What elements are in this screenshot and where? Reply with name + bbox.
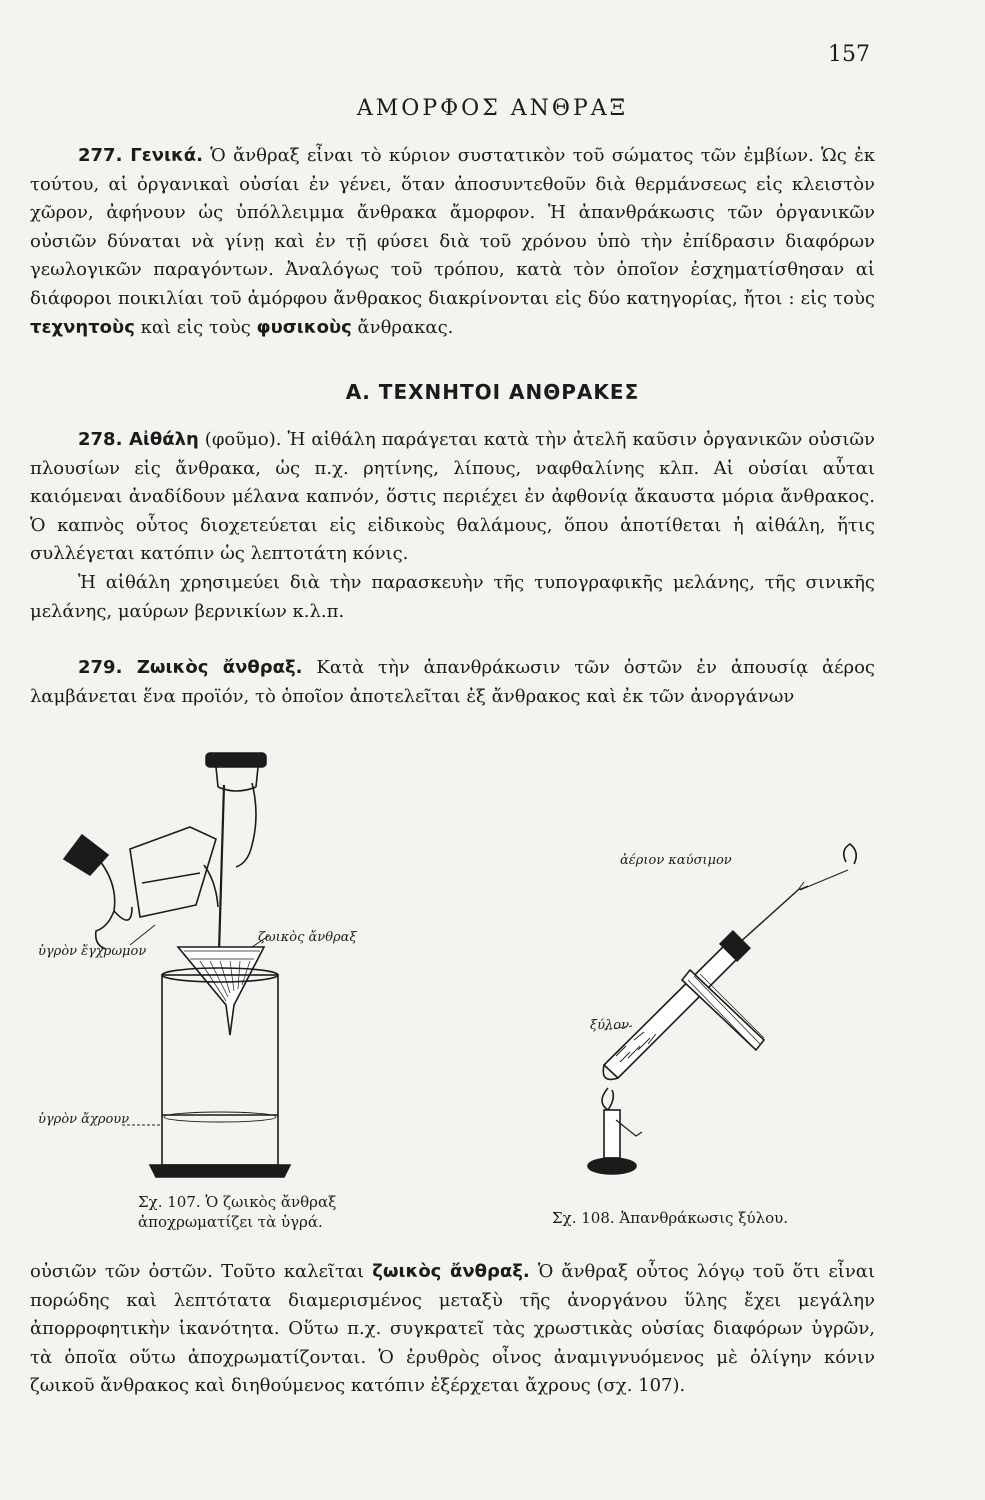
term-animal-charcoal: ζωικὸς ἄνθραξ. (372, 1261, 530, 1282)
paragraph-279-text: Κατὰ τὴν ἀπανθράκωσιν τῶν ὀστῶν ἐν ἀπουσίᾳ ἀέρος λαμβάνεται ἕνα προϊόν, τὸ ὁποῖον ἀποτελεῖται ἐξ ἄνθρακος καὶ ἐκ τῶν ἀνοργάνων (30, 657, 875, 707)
paragraph-279-continued (30, 1258, 875, 1401)
figure-108-caption: Σχ. 108. Ἀπανθράκωσις ξύλου. (552, 1209, 789, 1227)
paragraph-277-text-a: Ὁ ἄνθραξ εἶναι τὸ κύριον συστατικὸν τοῦ σώματος τῶν ἐμβίων. Ὡς ἐκ τούτου, αἱ ὀργανικαὶ οὐσίαι ἐν γένει, ὅταν ἀποσυντεθοῦν διὰ θερμάνσεως εἰς κλειστὸν χῶρον, ἀφήνουν ὡς ὑπόλλειμμα ἄνθρακα ἄμορφον. Ἡ ἀπανθράκωσις τῶν ὀργανικῶν οὐσιῶν δύναται νὰ γίνῃ καὶ ἐν τῇ φύσει διὰ τοῦ χρόνου ὑπὸ τὴν ἐπίδρασιν διαφόρων γεωλογικῶν παραγόντων. Ἀναλόγως τοῦ τρόπου, κατὰ τὸν ὁποῖον ἐσχηματίσθησαν αἱ διάφοροι ποικιλίαι τοῦ ἀμόρφου ἄνθρακος διακρίνονται εἰς δύο κατηγορίας, ἤτοι : εἰς τοὺς (30, 145, 875, 309)
beaker-icon (130, 827, 216, 917)
paragraph-279-heading: 279. Ζωικὸς ἄνθραξ. (78, 657, 303, 678)
label-fuel-gas: ἀέριον καύσιμον (620, 853, 732, 868)
term-natural: φυσικοὺς (256, 316, 352, 338)
figure-107-caption-line1: Σχ. 107. Ὁ ζωικὸς ἄνθραξ (138, 1193, 337, 1211)
paragraph-277-heading: 277. Γενικά. (78, 145, 204, 166)
label-clear-liquid: ὑγρὸν ἄχρουν (38, 1112, 130, 1127)
burner-base-icon (588, 1158, 636, 1174)
section-title: Α. ΤΕΧΝΗΤΟΙ ΑΝΘΡΑΚΕΣ (345, 380, 640, 404)
cylinder-base-icon (150, 1165, 290, 1177)
paragraph-277-text-c: ἄνθρακας. (351, 316, 454, 338)
paragraph-278 (30, 426, 875, 626)
cuff-icon (64, 835, 108, 875)
label-animal-charcoal: ζωικὸς ἄνθραξ (258, 930, 357, 945)
paragraph-278-heading: 278. Αἰθάλη (78, 429, 199, 450)
figure-107-caption (138, 1192, 336, 1232)
rod-handle-icon (206, 753, 266, 767)
paragraph-278-text-2: Ἡ αἰθάλη χρησιμεύει διὰ τὴν παρασκευὴν τῆς τυπογραφικῆς μελάνης, τῆς σινικῆς μελάνης, μαύρων βερνικίων κ.λ.π. (30, 571, 875, 622)
paragraph-277 (30, 142, 875, 342)
term-artificial: τεχνητοὺς (30, 316, 135, 338)
burner-flame-icon (602, 1088, 613, 1110)
paragraph-277-text-b: καὶ εἰς τοὺς (134, 316, 257, 338)
label-wood: ξύλον (590, 1018, 630, 1033)
paragraph-278-text: (φοῦμο). Ἡ αἰθάλη παράγεται κατὰ τὴν ἀτελῆ καῦσιν ὀργανικῶν οὐσιῶν πλουσίων εἰς ἄνθρακα, ὡς π.χ. ρητίνης, λίπους, ναφθαλίνης κλπ. Αἱ οὐσίαι αὗται καιόμεναι ἀναδίδουν μέλανα καπνόν, ὅστις περιέχει ἐν ἀφθονίᾳ ἄκαυστα μόρια ἄνθρακος. Ὁ καπνὸς οὗτος διοχετεύεται εἰς εἰδικοὺς θαλάμους, ὅπου ἀποτίθεται ἡ αἰθάλη, ἥτις συλλέγεται κατόπιν ὡς λεπτοτάτη κόνις. (30, 429, 875, 565)
clamp-icon (682, 970, 764, 1050)
bunsen-burner-icon (604, 1110, 620, 1158)
paragraph-279 (30, 654, 875, 711)
continuation-text-b: Ὁ ἄνθραξ οὗτος λόγῳ τοῦ ὅτι εἶναι πορώδης καὶ λεπτότατα διαμερισμένος μεταξὺ τῆς ἀνοργάνου ὕλης ἔχει μεγάλην ἀπορροφητικὴν ἱκανότητα. Οὕτω π.χ. συγκρατεῖ τὰς χρωστικὰς οὐσίας διαφόρων ὑγρῶν, τὰ ὁποῖα οὕτω ἀποχρωματίζονται. Ὁ ἐρυθρὸς οἶνος ἀναμιγνυόμενος μὲ ὀλίγην κόνιν ζωικοῦ ἄνθρακος καὶ διηθούμενος κατόπιν ἐξέρχεται ἄχρους (σχ. 107). (30, 1261, 875, 1397)
gas-flame-icon (844, 844, 857, 864)
chapter-title: ΑΜΟΡΦΟΣ ΑΝΘΡΑΞ (356, 96, 629, 121)
figure-107-caption-line2: ἀποχρωματίζει τὰ ὑγρά. (138, 1213, 323, 1231)
continuation-text-a: οὐσιῶν τῶν ὀστῶν. Τοῦτο καλεῖται (30, 1261, 373, 1282)
figure-108-illustration (560, 840, 890, 1190)
funnel-icon (178, 947, 264, 1035)
cylinder-icon (162, 975, 278, 1165)
page-number: 157 (828, 42, 870, 67)
label-colored-liquid: ὑγρὸν ἔγχρωμον (38, 944, 147, 959)
